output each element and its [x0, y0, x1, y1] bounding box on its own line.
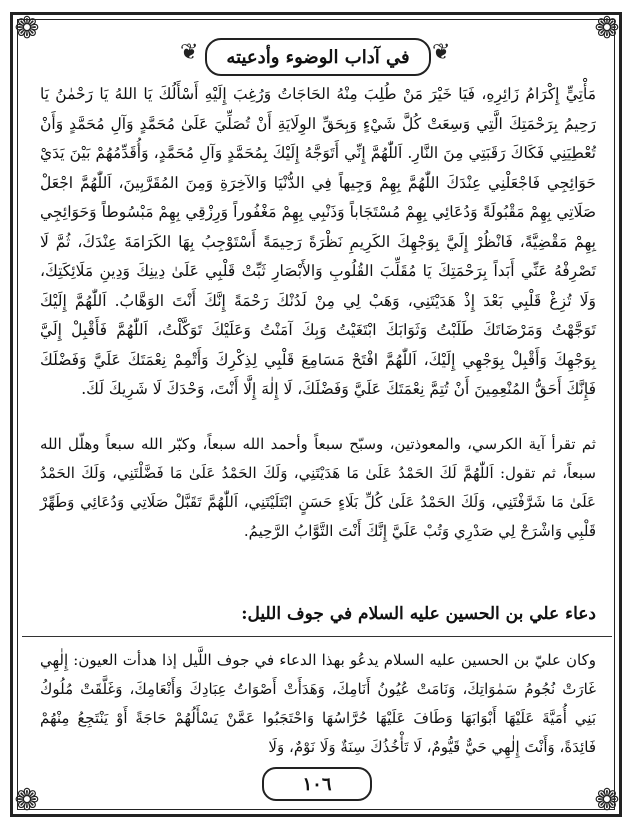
- section-paragraph: وكان عليّ بن الحسين عليه السلام يدعُو بهذا الدعاء في جوف اللَّيل إذا هدأت العيون: إِلٰهِي غَارَتْ نُجُومُ سَمٰوَاتِكَ، وَنَامَتْ عُيُونُ أَنَامِكَ، وَهَدَأَتْ أَصْوَاتُ عِبَادِكَ وَأَنْعَامِكَ، وَغَلَّقَتْ مُلُوكُ بَنِي أُمَيَّةَ عَلَيْهَا أَبْوَابَهَا وَطَافَ عَلَيْهَا حُرَّاسُهَا وَاحْتَجَبُوا عَمَّنْ يَسْأَلُهُمْ حَاجَةً أَوْ يَنْتَجِعُ مِنْهُمْ فَائِدَةً، وَأَنْتَ إِلٰهِي حَيٌّ قَيُّومٌ، لَا تَأْخُذُكَ سِنَةٌ وَلَا نَوْمٌ، وَلَا: [40, 651, 596, 756]
- main-text: [40, 80, 596, 405]
- page-number: ١٠٦: [262, 767, 372, 801]
- corner-ornament-icon: ❁: [14, 783, 40, 818]
- corner-ornament-icon: ❁: [14, 11, 40, 46]
- header-ornament-icon: ❦: [180, 40, 199, 65]
- section-text: [40, 646, 596, 762]
- prayer-paragraph: مَأْتِيٍّ إِكْرَامُ زَائِرِهِ، فَيَا خَيْرَ مَنْ طُلِبَ مِنْهُ الحَاجَاتُ وَرُغِبَ إِلَيْهِ أَسْأَلُكَ يَا اللهُ يَا رَحْمٰنُ يَا رَحِيمُ بِرَحْمَتِكَ الَّتِي وَسِعَتْ كُلَّ شَيْءٍ وَبِحَقِّ الوِلَايَةِ أَنْ تُصَلِّيَ عَلَىٰ مُحَمَّدٍ وَآلِ مُحَمَّدٍ وَأَنْ تُعْطِيَنِي فَكَاكَ رَقَبَتِي مِنَ النَّارِ. اَللّٰهُمَّ إِنِّي أَتَوَجَّهُ إِلَيْكَ بِمُحَمَّدٍ وَآلِ مُحَمَّدٍ، وَأُقَدِّمُهُمْ بَيْنَ يَدَيْ حَوَائِجِي فَاجْعَلْنِي عِنْدَكَ اللّٰهُمَّ بِهِمْ وَجِيهاً فِي الدُّنْيَا وَالآخِرَةِ وَمِنَ المُقَرَّبِينَ، اَللّٰهُمَّ اجْعَلْ صَلَاتِي بِهِمْ مَقْبُولَةً وَدُعَائِي بِهِمْ مُسْتَجَاباً وَذَنْبِي بِهِمْ مَغْفُوراً وَرِزْقِي بِهِمْ مَبْسُوطاً وَحَوَائِجِي بِهِمْ مَقْضِيَّةً، فَانْظُرْ إِلَيَّ بِوَجْهِكَ الكَرِيمِ نَظْرَةً رَحِيمَةً أَسْتَوْجِبُ بِهَا الكَرَامَةَ عِنْدَكَ، ثُمَّ لَا تَصْرِفْهُ عَنِّي أَبَداً بِرَحْمَتِكَ يَا مُقَلِّبَ القُلُوبِ وَالأَبْصَارِ ثَبِّتْ قَلْبِي عَلَىٰ دِينِكَ وَدِينِ مَلَائِكَتِكَ، وَلَا تُزِغْ قَلْبِي بَعْدَ إِذْ هَدَيْتَنِي، وَهَبْ لِي مِنْ لَدُنْكَ رَحْمَةً إِنَّكَ أَنْتَ الوَهَّابُ. اَللّٰهُمَّ إِلَيْكَ تَوَجَّهْتُ وَمَرْضَاتَكَ طَلَبْتُ وَثَوَابَكَ ابْتَغَيْتُ وَبِكَ آمَنْتُ وَعَلَيْكَ تَوَكَّلْتُ، اَللّٰهُمَّ فَأَقْبِلْ إِلَيَّ بِوَجْهِكَ وَأَقْبِلْ بِوَجْهِي إِلَيْكَ، اَللّٰهُمَّ افْتَحْ مَسَامِعَ قَلْبِي لِذِكْرِكَ وَأَتْمِمْ نِعْمَتَكَ عَلَيَّ وَفَضْلَكَ فَإِنَّكَ أَحَقُّ المُنْعِمِينَ أَنْ تُتِمَّ نِعْمَتَكَ عَلَيَّ وَفَضْلَكَ، لَا إِلٰهَ إِلَّا أَنْتَ، وَحْدَكَ لَا شَرِيكَ لَكَ.: [40, 85, 596, 398]
- header-ornament-icon: ❦: [432, 40, 451, 65]
- divider: [22, 636, 612, 637]
- instruction-paragraph: ثم تقرأ آية الكرسي، والمعوذتين، وسبّح سبعاً وأحمد الله سبعاً، وكبّر الله سبعاً وهلّل الله سبعاً، ثم تقول: اَللّٰهُمَّ لَكَ الحَمْدُ عَلَىٰ مَا هَدَيْتَنِي، وَلَكَ الحَمْدُ عَلَىٰ مَا فَضَّلْتَنِي، وَلَكَ الحَمْدُ عَلَىٰ مَا شَرَّفْتَنِي، وَلَكَ الحَمْدُ عَلَىٰ كُلِّ بَلَاءٍ حَسَنٍ ابْتَلَيْتَنِي، اَللّٰهُمَّ تَقَبَّلْ صَلَاتِي وَدُعَائِي وَطَهِّرْ قَلْبِي وَاشْرَحْ لِي صَدْرِي وَتُبْ عَلَيَّ إِنَّكَ أَنْتَ التَّوَّابُ الرَّحِيمُ.: [40, 435, 596, 540]
- corner-ornament-icon: ❁: [594, 11, 620, 46]
- page-header-title: في آداب الوضوء وأدعيته: [205, 38, 431, 76]
- corner-ornament-icon: ❁: [594, 783, 620, 818]
- instruction-text: [40, 430, 596, 546]
- section-heading: دعاء علي بن الحسين عليه السلام في جوف الليل:: [241, 604, 596, 624]
